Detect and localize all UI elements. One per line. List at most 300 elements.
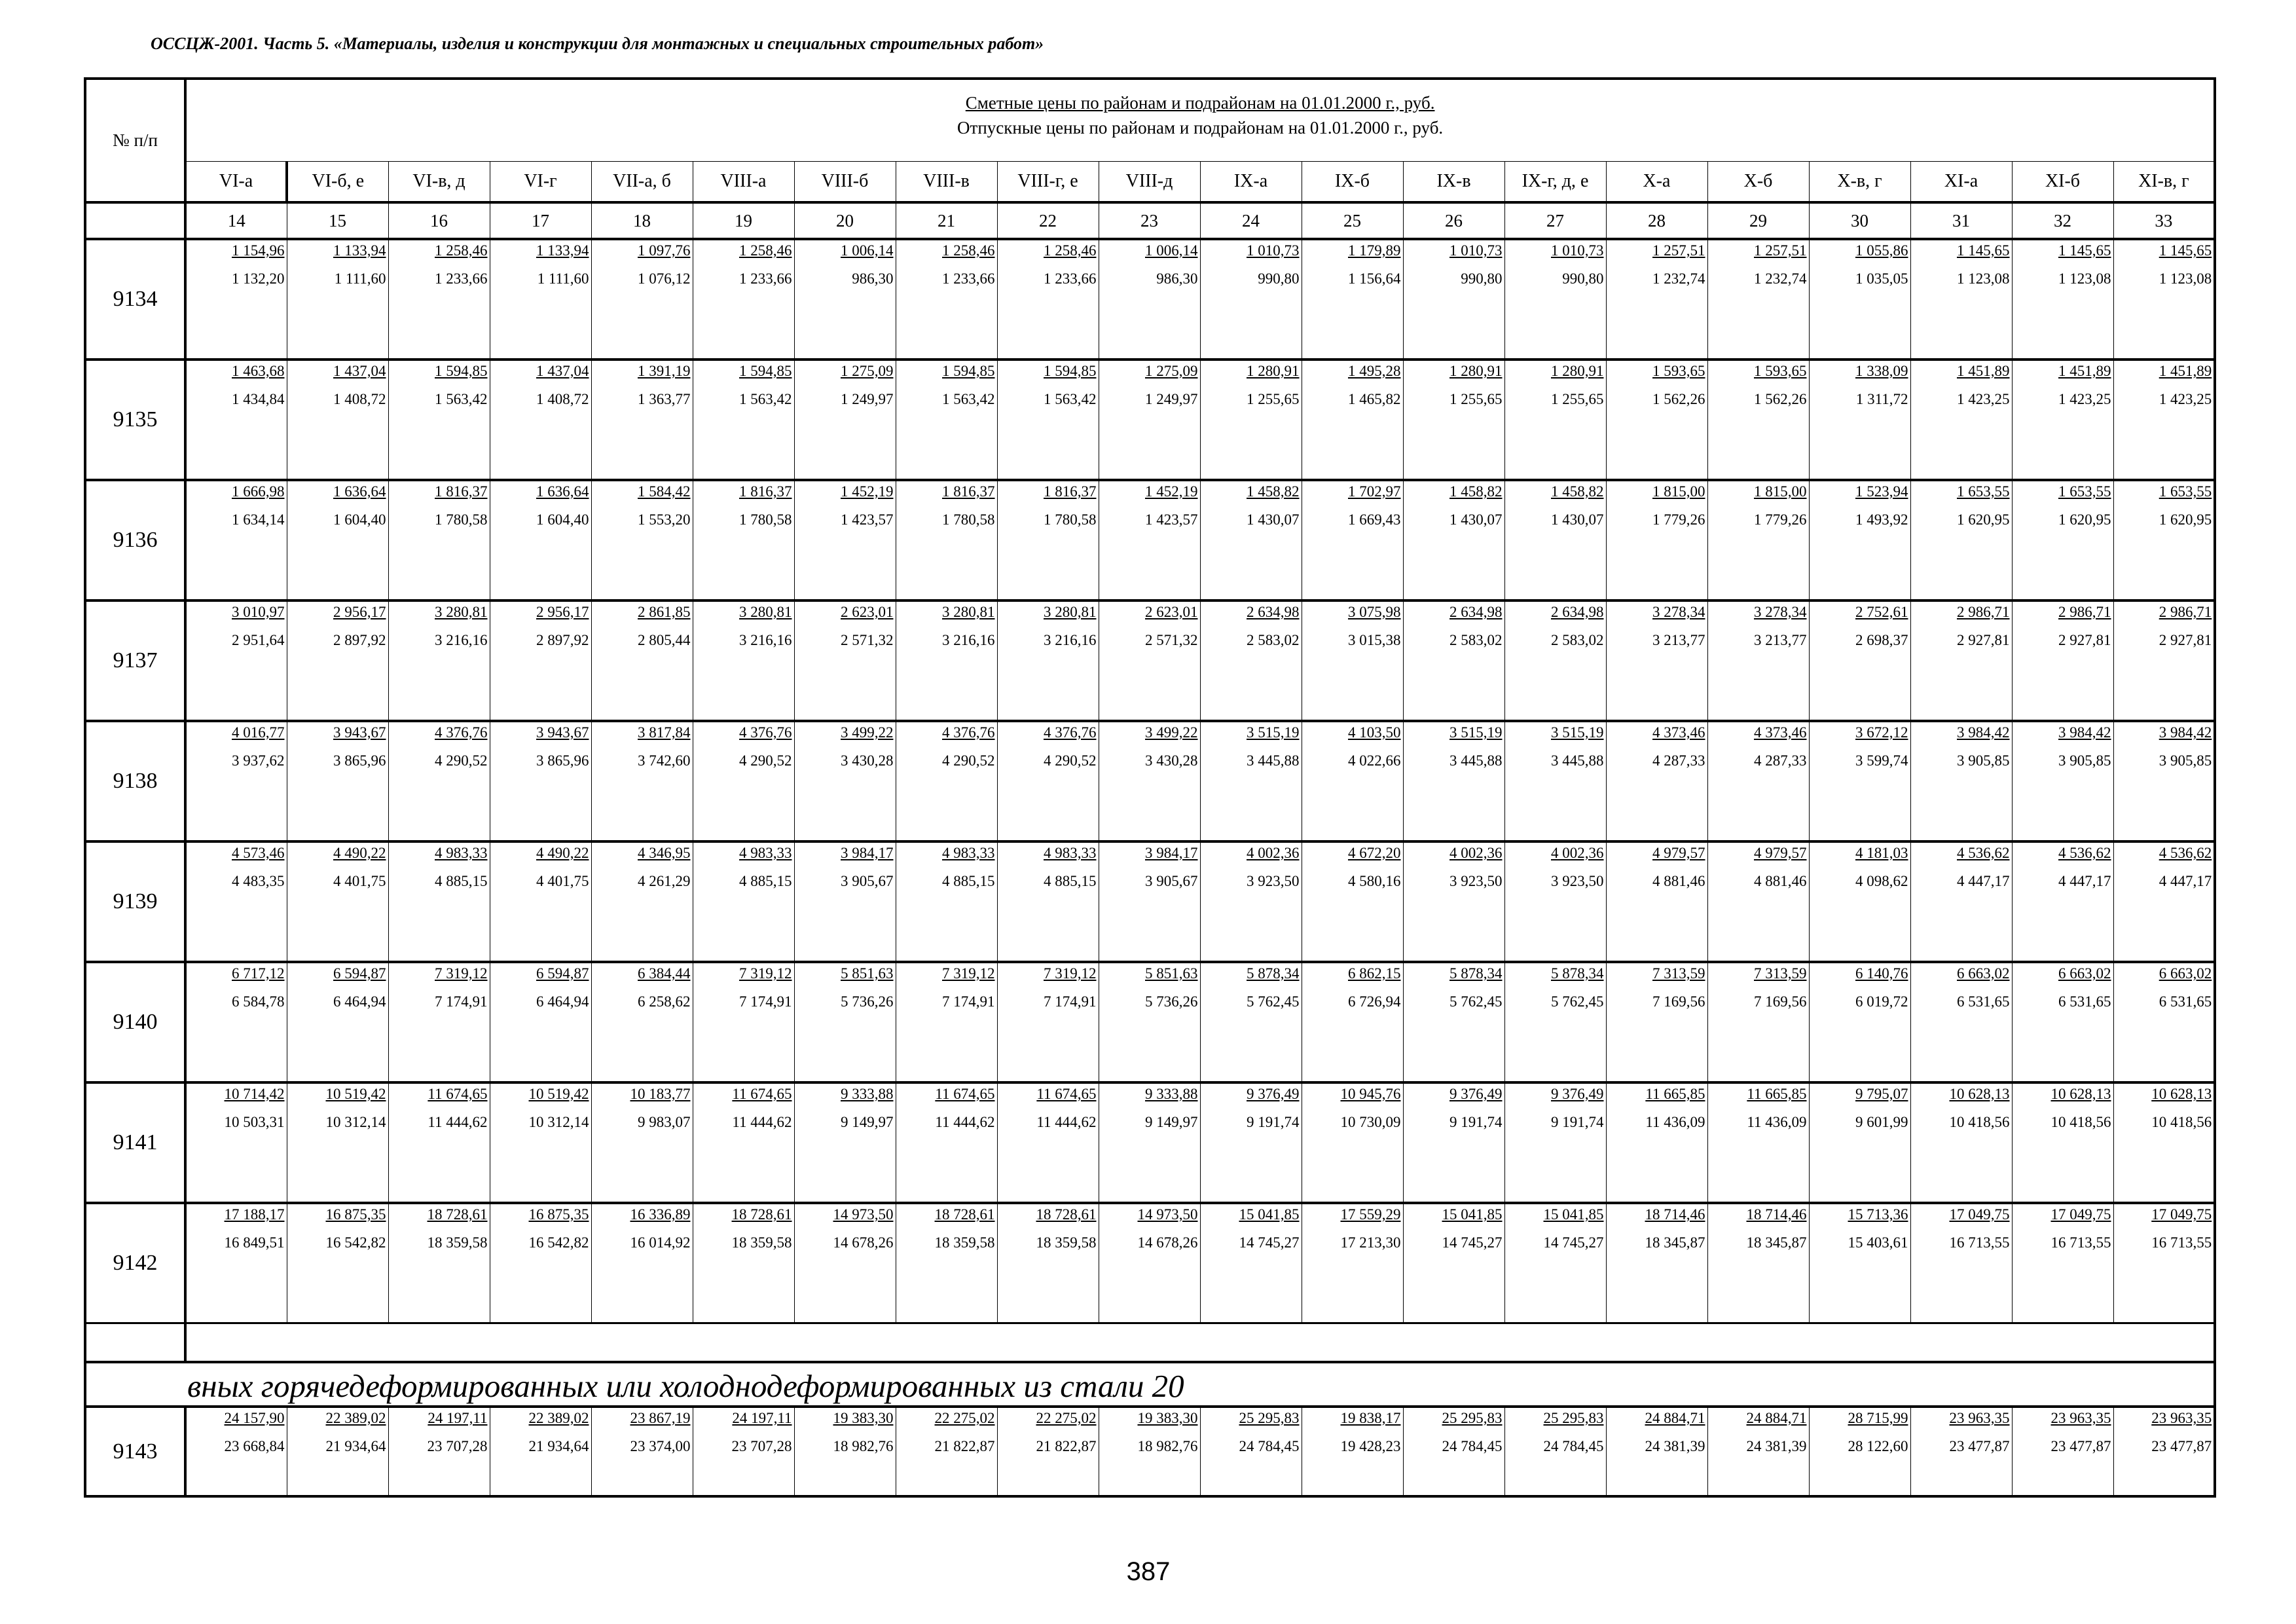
price-values — [1607, 363, 1707, 407]
release-price: 3 430,28 — [841, 752, 894, 769]
price-cell — [1099, 239, 1200, 360]
price-cell — [1302, 480, 1403, 600]
estimate-price: 10 183,77 — [630, 1086, 691, 1102]
price-values — [1302, 966, 1403, 1009]
release-price: 1 232,74 — [1754, 270, 1807, 287]
price-cell — [1910, 600, 2012, 721]
release-price: 4 447,17 — [2159, 873, 2212, 889]
price-values — [1404, 243, 1504, 286]
price-values — [592, 725, 693, 768]
estimate-price: 7 319,12 — [942, 965, 995, 982]
price-cell — [1200, 600, 1302, 721]
column-number: 25 — [1302, 202, 1403, 239]
price-cell — [1606, 600, 1707, 721]
column-number: 16 — [388, 202, 490, 239]
column-number: 29 — [1707, 202, 1809, 239]
price-cell — [693, 721, 794, 841]
row-index: 9135 — [85, 360, 185, 480]
price-values — [1607, 243, 1707, 286]
price-values — [1302, 484, 1403, 527]
estimate-price: 6 663,02 — [2159, 965, 2212, 982]
estimate-price: 4 376,76 — [435, 724, 488, 741]
price-cell — [2012, 1082, 2113, 1203]
price-cell — [2113, 841, 2215, 962]
estimate-price: 10 628,13 — [1949, 1086, 2010, 1102]
price-cell — [1403, 1407, 1504, 1496]
price-cell — [2012, 1203, 2113, 1323]
estimate-price: 1 816,37 — [435, 483, 488, 500]
release-price: 9 149,97 — [1145, 1114, 1198, 1130]
price-values — [1607, 966, 1707, 1009]
release-price: 16 713,55 — [2050, 1234, 2111, 1251]
estimate-price: 1 391,19 — [638, 363, 691, 379]
release-price: 1 233,66 — [942, 270, 995, 287]
release-price: 1 123,08 — [2058, 270, 2111, 287]
price-cell — [1707, 1407, 1809, 1496]
price-values — [998, 1207, 1099, 1250]
estimate-price: 23 963,35 — [2050, 1410, 2111, 1426]
release-price: 4 447,17 — [2058, 873, 2111, 889]
price-values — [1505, 604, 1606, 648]
price-cell — [185, 1407, 287, 1496]
price-cell — [2113, 1082, 2215, 1203]
column-number: 19 — [693, 202, 794, 239]
estimate-price: 1 133,94 — [333, 242, 386, 259]
price-cell — [1200, 962, 1302, 1082]
release-price: 3 216,16 — [1044, 632, 1097, 648]
release-price: 1 669,43 — [1348, 511, 1401, 528]
release-price: 2 927,81 — [1957, 632, 2010, 648]
column-number: 21 — [896, 202, 997, 239]
estimate-price: 1 451,89 — [2159, 363, 2212, 379]
price-cell — [1302, 1407, 1403, 1496]
release-price: 1 780,58 — [435, 511, 488, 528]
price-cell — [185, 721, 287, 841]
estimate-price: 15 041,85 — [1543, 1206, 1604, 1223]
estimate-price: 1 593,65 — [1754, 363, 1807, 379]
price-values — [2013, 243, 2113, 286]
price-cell — [2012, 962, 2113, 1082]
price-values — [187, 363, 287, 407]
release-price: 4 881,46 — [1652, 873, 1705, 889]
price-values — [795, 1086, 896, 1130]
estimate-price: 19 383,30 — [1137, 1410, 1198, 1426]
price-values — [795, 725, 896, 768]
estimate-price: 4 376,76 — [942, 724, 995, 741]
estimate-price: 11 665,85 — [1747, 1086, 1807, 1102]
price-values — [693, 1207, 794, 1250]
price-cell — [1302, 721, 1403, 841]
price-values — [1302, 1207, 1403, 1250]
release-price: 18 359,58 — [427, 1234, 488, 1251]
price-values — [592, 363, 693, 407]
release-price: 2 805,44 — [638, 632, 691, 648]
release-price: 4 580,16 — [1348, 873, 1401, 889]
release-price: 1 233,66 — [1044, 270, 1097, 287]
release-price: 2 927,81 — [2058, 632, 2111, 648]
price-values — [1201, 725, 1302, 768]
estimate-price: 17 559,29 — [1340, 1206, 1401, 1223]
price-values — [1911, 604, 2012, 648]
price-values — [490, 604, 591, 648]
estimate-price: 3 075,98 — [1348, 604, 1401, 620]
price-cell — [185, 1082, 287, 1203]
estimate-price: 23 867,19 — [630, 1410, 691, 1426]
release-price: 1 634,14 — [232, 511, 285, 528]
release-price: 2 897,92 — [333, 632, 386, 648]
price-cell — [1504, 1203, 1606, 1323]
price-cell — [1606, 239, 1707, 360]
price-values — [2114, 484, 2214, 527]
release-price: 1 779,26 — [1754, 511, 1807, 528]
price-cell — [1200, 1203, 1302, 1323]
price-values — [2013, 1086, 2113, 1130]
price-cell — [287, 600, 388, 721]
price-values — [1911, 363, 2012, 407]
price-cell — [1606, 480, 1707, 600]
price-cell — [490, 239, 591, 360]
estimate-price: 4 376,76 — [1044, 724, 1097, 741]
price-cell — [997, 360, 1099, 480]
price-values — [1810, 725, 1910, 768]
price-cell — [2012, 239, 2113, 360]
release-price: 3 905,67 — [1145, 873, 1198, 889]
price-values — [998, 845, 1099, 889]
estimate-price: 22 389,02 — [528, 1410, 589, 1426]
release-price: 9 191,74 — [1551, 1114, 1604, 1130]
price-cell — [1707, 841, 1809, 962]
release-price: 5 762,45 — [1551, 993, 1604, 1010]
price-values — [1201, 1411, 1302, 1454]
release-price: 3 905,67 — [841, 873, 894, 889]
estimate-price: 4 983,33 — [739, 845, 792, 861]
release-price: 1 232,74 — [1652, 270, 1705, 287]
estimate-price: 17 049,75 — [2151, 1206, 2212, 1223]
estimate-price: 9 376,49 — [1551, 1086, 1604, 1102]
release-price: 1 255,65 — [1247, 391, 1300, 407]
price-values — [998, 1411, 1099, 1454]
price-cell — [490, 360, 591, 480]
estimate-price: 6 594,87 — [536, 965, 589, 982]
estimate-price: 24 157,90 — [224, 1410, 285, 1426]
price-values — [1201, 845, 1302, 889]
price-cell — [1606, 841, 1707, 962]
price-cell — [388, 962, 490, 1082]
estimate-price: 15 041,85 — [1239, 1206, 1300, 1223]
price-values — [389, 1086, 490, 1130]
release-price: 3 015,38 — [1348, 632, 1401, 648]
estimate-price: 3 984,42 — [2058, 724, 2111, 741]
release-price: 23 477,87 — [2151, 1438, 2212, 1454]
price-values — [1505, 725, 1606, 768]
estimate-price: 4 103,50 — [1348, 724, 1401, 741]
price-cell — [1504, 721, 1606, 841]
price-values — [287, 243, 388, 286]
release-price: 16 542,82 — [325, 1234, 386, 1251]
release-price: 16 014,92 — [630, 1234, 691, 1251]
release-price: 3 865,96 — [536, 752, 589, 769]
price-values — [1404, 845, 1504, 889]
price-values — [1099, 845, 1200, 889]
price-values — [1404, 966, 1504, 1009]
release-price: 3 445,88 — [1449, 752, 1503, 769]
release-price: 11 436,09 — [1645, 1114, 1705, 1130]
release-price: 1 123,08 — [1957, 270, 2010, 287]
price-cell — [1809, 1082, 1910, 1203]
release-price: 6 019,72 — [1855, 993, 1908, 1010]
price-cell — [1302, 1082, 1403, 1203]
price-values — [490, 966, 591, 1009]
release-price: 1 780,58 — [1044, 511, 1097, 528]
price-values — [1099, 1207, 1200, 1250]
release-price: 990,80 — [1258, 270, 1300, 287]
price-cell — [1504, 841, 1606, 962]
price-values — [2013, 604, 2113, 648]
price-values — [1201, 243, 1302, 286]
release-price: 18 359,58 — [934, 1234, 995, 1251]
release-price: 16 713,55 — [1949, 1234, 2010, 1251]
release-prices-title: Отпускные цены по районам и подрайонам на 01.01.2000 г., руб. — [957, 118, 1444, 138]
price-values — [1201, 966, 1302, 1009]
price-cell — [896, 1082, 997, 1203]
price-cell — [794, 1203, 896, 1323]
release-price: 1 408,72 — [333, 391, 386, 407]
price-cell — [997, 1082, 1099, 1203]
section-heading-cell — [85, 1362, 2215, 1407]
price-values — [795, 363, 896, 407]
price-values — [1911, 1411, 2012, 1454]
price-cell — [1707, 721, 1809, 841]
price-cell — [1910, 1082, 2012, 1203]
column-number: 14 — [185, 202, 287, 239]
price-values — [1607, 725, 1707, 768]
estimate-price: 11 674,65 — [428, 1086, 488, 1102]
price-cell — [1809, 480, 1910, 600]
estimate-price: 7 319,12 — [435, 965, 488, 982]
price-cell — [490, 962, 591, 1082]
price-values — [187, 725, 287, 768]
price-values — [1911, 966, 2012, 1009]
price-cell — [490, 1407, 591, 1496]
release-price: 1 255,65 — [1551, 391, 1604, 407]
price-cell — [693, 480, 794, 600]
price-cell — [2012, 360, 2113, 480]
price-values — [2114, 1207, 2214, 1250]
empty-separator-row — [85, 1323, 2215, 1363]
price-cell — [2113, 1203, 2215, 1323]
price-values — [2114, 1086, 2214, 1130]
price-cell — [185, 239, 287, 360]
estimate-price: 5 851,63 — [1145, 965, 1198, 982]
estimate-price: 1 816,37 — [942, 483, 995, 500]
price-values — [1708, 243, 1809, 286]
release-price: 1 604,40 — [333, 511, 386, 528]
release-price: 15 403,61 — [1848, 1234, 1908, 1251]
column-number: 15 — [287, 202, 388, 239]
price-values — [1708, 363, 1809, 407]
table-row — [85, 721, 2215, 841]
price-cell — [388, 360, 490, 480]
estimate-price: 18 714,46 — [1645, 1206, 1705, 1223]
estimate-price: 3 280,81 — [1044, 604, 1097, 620]
price-cell — [2012, 721, 2113, 841]
district-header: VII-а, б — [591, 162, 693, 203]
price-values — [490, 484, 591, 527]
release-price: 1 604,40 — [536, 511, 589, 528]
release-price: 19 428,23 — [1340, 1438, 1401, 1454]
district-header: VI-г — [490, 162, 591, 203]
price-values — [1099, 1411, 1200, 1454]
release-price: 3 905,85 — [2159, 752, 2212, 769]
estimate-price: 2 634,98 — [1551, 604, 1604, 620]
price-values — [795, 484, 896, 527]
price-values — [592, 1086, 693, 1130]
estimate-price: 1 258,46 — [1044, 242, 1097, 259]
price-cell — [896, 962, 997, 1082]
release-price: 9 149,97 — [841, 1114, 894, 1130]
estimate-price: 4 979,57 — [1754, 845, 1807, 861]
estimate-price: 3 943,67 — [333, 724, 386, 741]
district-header: X-а — [1606, 162, 1707, 203]
row-index: 9136 — [85, 480, 185, 600]
estimate-price: 3 280,81 — [435, 604, 488, 620]
price-cell — [185, 841, 287, 962]
release-price: 23 668,84 — [224, 1438, 285, 1454]
estimate-price: 11 674,65 — [732, 1086, 792, 1102]
release-price: 4 885,15 — [1044, 873, 1097, 889]
estimate-price: 2 634,98 — [1449, 604, 1503, 620]
estimate-price: 1 280,91 — [1551, 363, 1604, 379]
price-cell — [388, 1203, 490, 1323]
price-values — [490, 1086, 591, 1130]
price-cell — [287, 1082, 388, 1203]
estimate-price: 23 963,35 — [1949, 1410, 2010, 1426]
price-values — [389, 484, 490, 527]
table-row — [85, 360, 2215, 480]
price-values — [1099, 604, 1200, 648]
price-values — [1607, 1086, 1707, 1130]
row-index: 9137 — [85, 600, 185, 721]
price-values — [187, 966, 287, 1009]
price-cell — [591, 360, 693, 480]
estimate-price: 3 010,97 — [232, 604, 285, 620]
price-values — [490, 1207, 591, 1250]
price-values — [1810, 1086, 1910, 1130]
release-price: 21 934,64 — [325, 1438, 386, 1454]
release-price: 986,30 — [1156, 270, 1198, 287]
price-values — [2114, 966, 2214, 1009]
price-cell — [591, 600, 693, 721]
estimate-price: 9 333,88 — [1145, 1086, 1198, 1102]
release-price: 17 213,30 — [1340, 1234, 1401, 1251]
district-header: XI-б — [2012, 162, 2113, 203]
release-price: 4 885,15 — [942, 873, 995, 889]
release-price: 28 122,60 — [1848, 1438, 1908, 1454]
price-values — [490, 1411, 591, 1454]
price-values — [795, 1411, 896, 1454]
price-values — [389, 1207, 490, 1250]
release-price: 24 784,45 — [1239, 1438, 1300, 1454]
price-cell — [997, 239, 1099, 360]
release-price: 2 927,81 — [2159, 632, 2212, 648]
price-values — [1404, 1086, 1504, 1130]
release-price: 1 076,12 — [638, 270, 691, 287]
price-values — [998, 363, 1099, 407]
price-cell — [693, 841, 794, 962]
estimate-price: 1 280,91 — [1247, 363, 1300, 379]
price-cell — [997, 962, 1099, 1082]
district-header: X-б — [1707, 162, 1809, 203]
price-cell — [1302, 600, 1403, 721]
estimate-price: 24 884,71 — [1645, 1410, 1705, 1426]
estimate-price: 4 983,33 — [942, 845, 995, 861]
price-values — [1911, 243, 2012, 286]
column-number: 24 — [1200, 202, 1302, 239]
price-cell — [1707, 360, 1809, 480]
release-price: 1 493,92 — [1855, 511, 1908, 528]
estimate-price: 2 861,85 — [638, 604, 691, 620]
price-values — [693, 604, 794, 648]
price-values — [1505, 1207, 1606, 1250]
release-price: 6 464,94 — [536, 993, 589, 1010]
price-values — [1505, 845, 1606, 889]
estimate-price: 25 295,83 — [1442, 1410, 1503, 1426]
price-cell — [1910, 1407, 2012, 1496]
estimate-price: 1 666,98 — [232, 483, 285, 500]
price-values — [1505, 966, 1606, 1009]
estimate-price: 3 984,17 — [1145, 845, 1198, 861]
price-values — [592, 604, 693, 648]
price-cell — [2012, 600, 2113, 721]
row-index: 9140 — [85, 962, 185, 1082]
price-cell — [997, 721, 1099, 841]
estimate-price: 16 875,35 — [528, 1206, 589, 1223]
estimate-price: 1 055,86 — [1855, 242, 1908, 259]
estimate-price: 4 346,95 — [638, 845, 691, 861]
district-header: VIII-а — [693, 162, 794, 203]
release-price: 3 445,88 — [1247, 752, 1300, 769]
release-price: 4 287,33 — [1652, 752, 1705, 769]
price-cell — [2113, 239, 2215, 360]
release-price: 3 905,85 — [1957, 752, 2010, 769]
price-values — [287, 1207, 388, 1250]
release-price: 1 035,05 — [1855, 270, 1908, 287]
price-cell — [1504, 480, 1606, 600]
column-number-index-spacer — [85, 202, 185, 239]
column-number: 17 — [490, 202, 591, 239]
estimate-price: 3 278,34 — [1652, 604, 1705, 620]
release-price: 1 423,25 — [2159, 391, 2212, 407]
price-values — [693, 845, 794, 889]
price-cell — [693, 1203, 794, 1323]
price-cell — [794, 480, 896, 600]
price-table — [84, 77, 2216, 1498]
price-values — [287, 484, 388, 527]
price-values — [1099, 363, 1200, 407]
price-cell — [1504, 1407, 1606, 1496]
price-values — [187, 1086, 287, 1130]
release-price: 990,80 — [1562, 270, 1604, 287]
estimate-price: 1 338,09 — [1855, 363, 1908, 379]
price-values — [693, 1086, 794, 1130]
price-title-cell — [185, 79, 2215, 162]
price-values — [693, 243, 794, 286]
district-header: VIII-в — [896, 162, 997, 203]
price-values — [693, 363, 794, 407]
estimate-prices-title: Сметные цены по районам и подрайонам на 01.01.2000 г., руб. — [965, 93, 1435, 113]
price-cell — [388, 600, 490, 721]
price-cell — [287, 480, 388, 600]
